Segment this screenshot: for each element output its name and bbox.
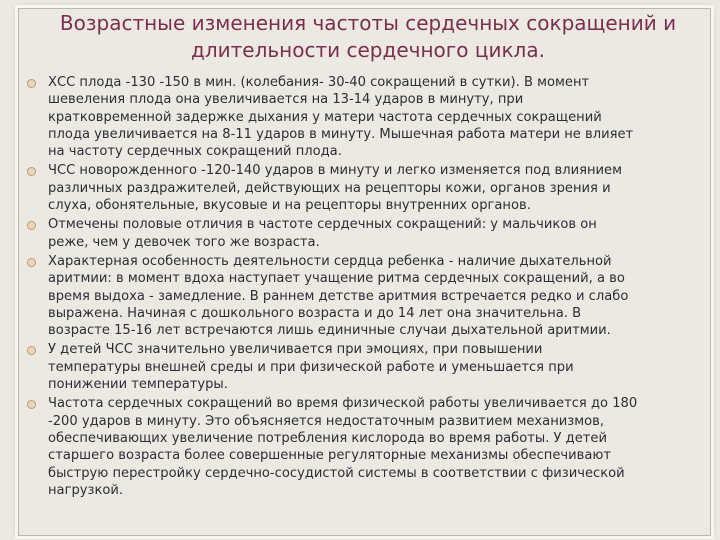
bullet-line: старшего возраста более совершенные регуляторные механизмы обеспечивают [48,448,612,464]
bullet-line: на частоту сердечных сокращений плода. [48,144,342,160]
bullet-item [22,395,714,499]
bullet-line: Отмечены половые отличия в частоте сердечных сокращений: у мальчиков он [48,217,597,233]
bullet-line: плода увеличивается на 8-11 ударов в минуту. Мышечная работа матери не влияет [48,126,634,142]
bullet-line: нагрузкой. [48,482,124,498]
bullet-line: ХСС плода -130 -150 в мин. (колебания- 30-40 сокращений в сутки). В момент [48,75,590,90]
slide-title [48,10,688,64]
bullet-line: выражена. Начиная с дошкольного возраста и до 14 лет она значительна. В [48,305,582,321]
bullet-icon [27,167,36,176]
bullet-icon [27,79,36,88]
bullet-line: Характерная особенность деятельности сердца ребенка - наличие дыхательной [48,253,612,269]
bullet-line: аритмии: в момент вдоха наступает учащение ритма сердечных сокращений, а во [48,271,625,287]
bullet-item [22,216,714,251]
bullet-line: ЧСС новорожденного -120-140 ударов в минуту и легко изменяется под влиянием [48,163,622,179]
bullet-line: шевеления плода она увеличивается на 13-14 ударов в минуту, при [48,92,524,108]
bullet-item [22,341,714,393]
bullet-line: различных раздражителей, действующих на рецепторы кожи, органов зрения и [48,180,611,196]
bullet-line: -200 ударов в минуту. Это объясняется недостаточным развитием механизмов, [48,413,605,429]
bullet-line: время выдоха - замедление. В раннем детстве аритмия встречается редко и слабо [48,288,629,304]
bullet-icon [27,258,36,267]
bullet-item [22,74,714,160]
bullet-line: быструю перестройку сердечно-сосудистой системы в соответствии с физической [48,465,625,481]
bullet-line: Частота сердечных сокращений во время физической работы увеличивается до 180 [48,396,638,412]
bullet-line: реже, чем у девочек того же возраста. [48,234,320,250]
bullet-line: У детей ЧСС значительно увеличивается при эмоциях, при повышении [48,342,543,358]
title-line: Возрастные изменения частоты сердечных сокращений и [59,11,677,35]
bullet-line: обеспечивающих увеличение потребления кислорода во время работы. У детей [48,430,607,446]
bullet-item [22,253,714,339]
bullet-icon [27,400,36,409]
bullet-line: понижении температуры. [48,377,228,393]
bullet-list [22,74,714,501]
bullet-item [22,162,714,214]
bullet-line: возрасте 15-16 лет встречаются лишь единичные случаи дыхательной аритмии. [48,323,611,339]
bullet-icon [27,346,36,355]
bullet-line: кратковременной задержке дыхания у матери частота сердечных сокращений [48,109,602,125]
bullet-icon [27,221,36,230]
bullet-line: температуры внешней среды и при физической работе и уменьшается при [48,359,574,375]
bullet-line: слуха, обонятельные, вкусовые и на рецепторы внутренних органов. [48,198,531,214]
title-line: длительности сердечного цикла. [191,38,545,62]
